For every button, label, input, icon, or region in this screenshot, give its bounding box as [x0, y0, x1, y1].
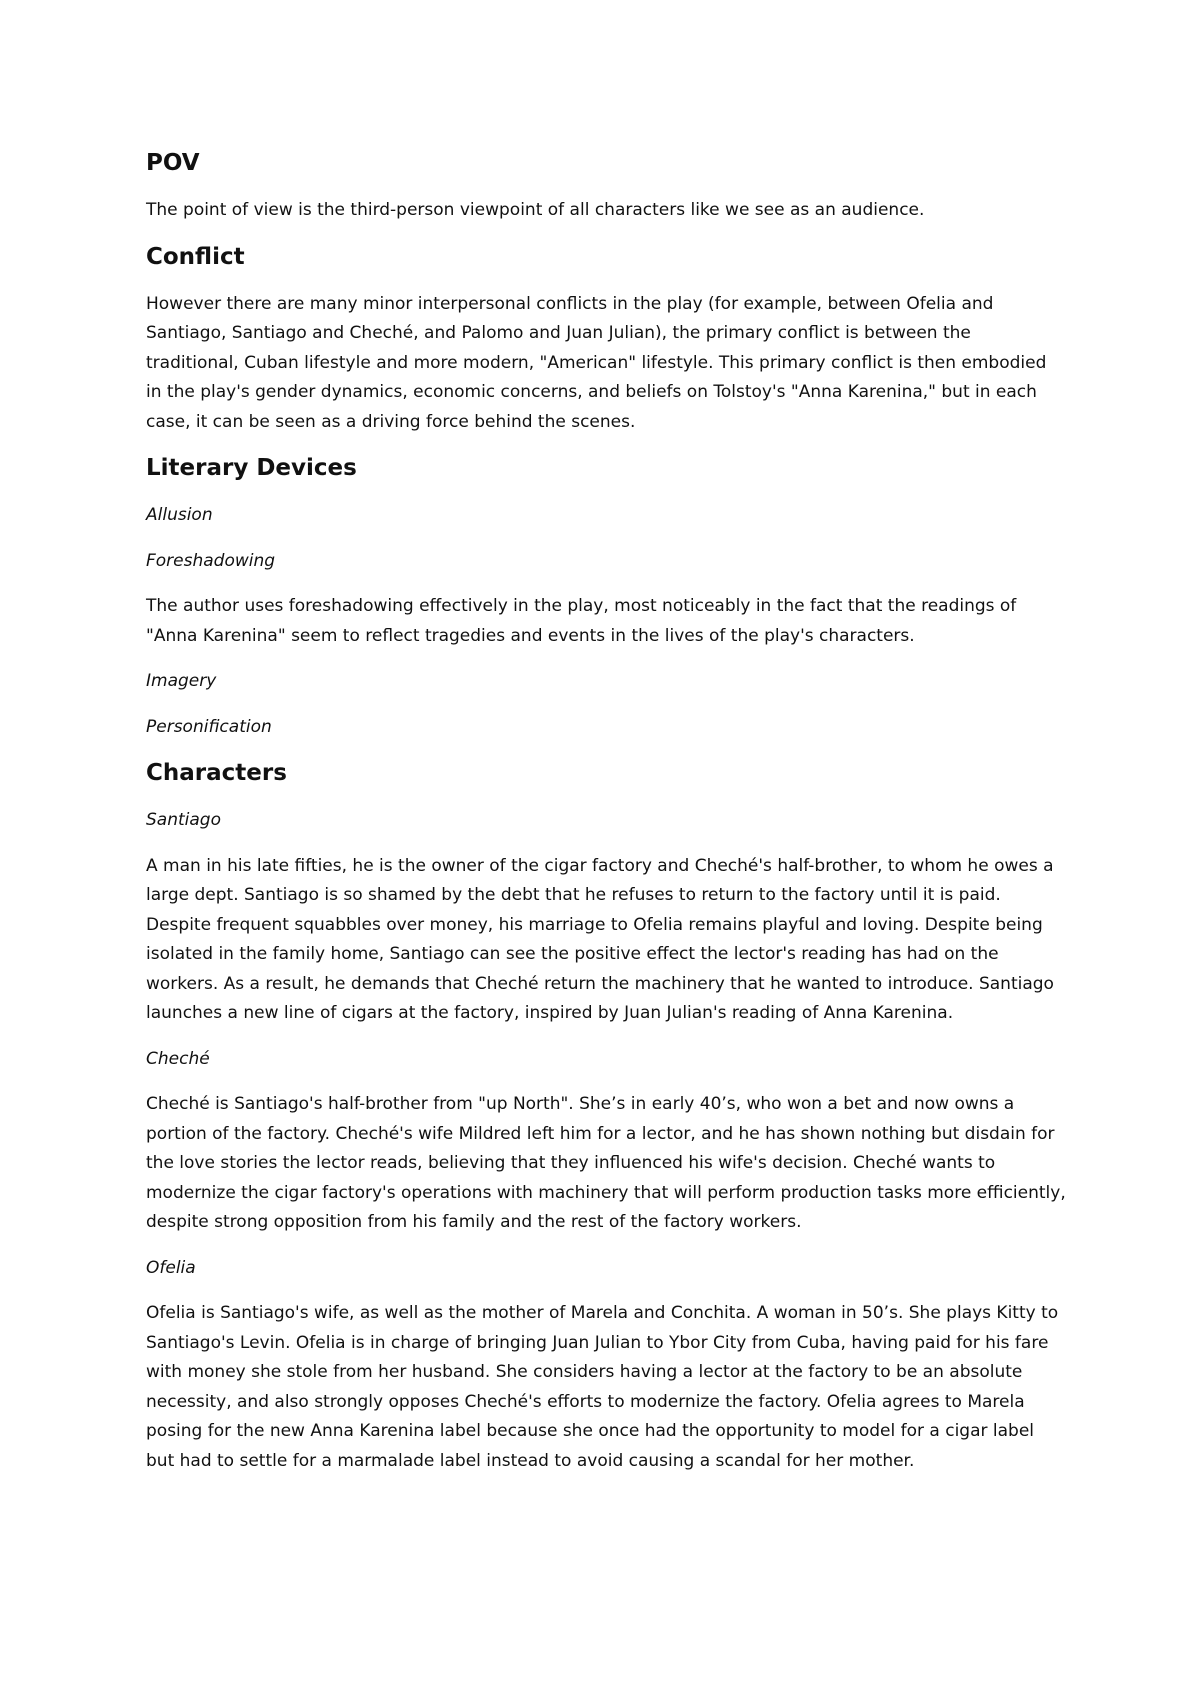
- subheading-ofelia: Ofelia: [146, 1257, 196, 1278]
- paragraph-conflict: However there are many minor interpersonal conflicts in the play (for example, between Ofelia and Santiago, Santiago and Cheché, and Palomo and Juan Julian), the primary conflict is between the traditional, Cuban lifestyle and more modern, "American" lifestyle. This primary conflict is then embodied in the play's gender dynamics, economic concerns, and beliefs on Tolstoy's "Anna Karenina," but in each case, it can be seen as a driving force behind the scenes.: [146, 293, 1047, 432]
- paragraph-santiago: A man in his late fifties, he is the owner of the cigar factory and Cheché's half-brother, to whom he owes a large dept. Santiago is so shamed by the debt that he refuses to return to the factory until it is paid. Despite frequent squabbles over money, his marriage to Ofelia remains playful and loving. Despite being isolated in the family home, Santiago can see the positive effect the lector's reading has had on the workers. As a result, he demands that Cheché return the machinery that he wanted to introduce. Santiago launches a new line of cigars at the factory, inspired by Juan Julian's reading of Anna Karenina.: [146, 855, 1054, 1023]
- paragraph-ofelia: Ofelia is Santiago's wife, as well as the mother of Marela and Conchita. A woman in 50’s. She plays Kitty to Santiago's Levin. Ofelia is in charge of bringing Juan Julian to Ybor City from Cuba, having paid for his fare with money she stole from her husband. She considers having a lector at the factory to be an absolute necessity, and also strongly opposes Cheché's efforts to modernize the factory. Ofelia agrees to Marela posing for the new Anna Karenina label because she once had the opportunity to model for a cigar label but had to settle for a marmalade label instead to avoid causing a scandal for her mother.: [146, 1303, 1059, 1471]
- subheading-imagery: Imagery: [146, 671, 217, 691]
- subheading-foreshadowing: Foreshadowing: [146, 550, 276, 571]
- subheading-personification: Personification: [146, 716, 272, 737]
- paragraph-cheche: Cheché is Santiago's half-brother from "up North". She’s in early 40’s, who won a bet and now owns a portion of the factory. Cheché's wife Mildred left him for a lector, and he has shown nothing but disdain for the love stories the lector reads, believing that they influenced his wife's decision. Cheché wants to modernize the cigar factory's operations with machinery that will perform production tasks more efficiently, despite strong opposition from his family and the rest of the factory workers.: [146, 1094, 1066, 1232]
- document-page: [146, 148, 1066, 1492]
- heading-conflict: Conflict: [146, 243, 245, 270]
- paragraph-pov: The point of view is the third-person viewpoint of all characters like we see as an audience.: [146, 200, 925, 220]
- subheading-cheche: Cheché: [146, 1048, 210, 1069]
- heading-pov: POV: [146, 150, 200, 176]
- heading-characters: Characters: [146, 760, 287, 786]
- heading-literary-devices: Literary Devices: [146, 455, 357, 481]
- subheading-santiago: Santiago: [146, 810, 221, 830]
- paragraph-foreshadowing: The author uses foreshadowing effectively in the play, most noticeably in the fact that the readings of "Anna Karenina" seem to reflect tragedies and events in the lives of the play's characters.: [146, 596, 1017, 646]
- subheading-allusion: Allusion: [146, 505, 213, 525]
